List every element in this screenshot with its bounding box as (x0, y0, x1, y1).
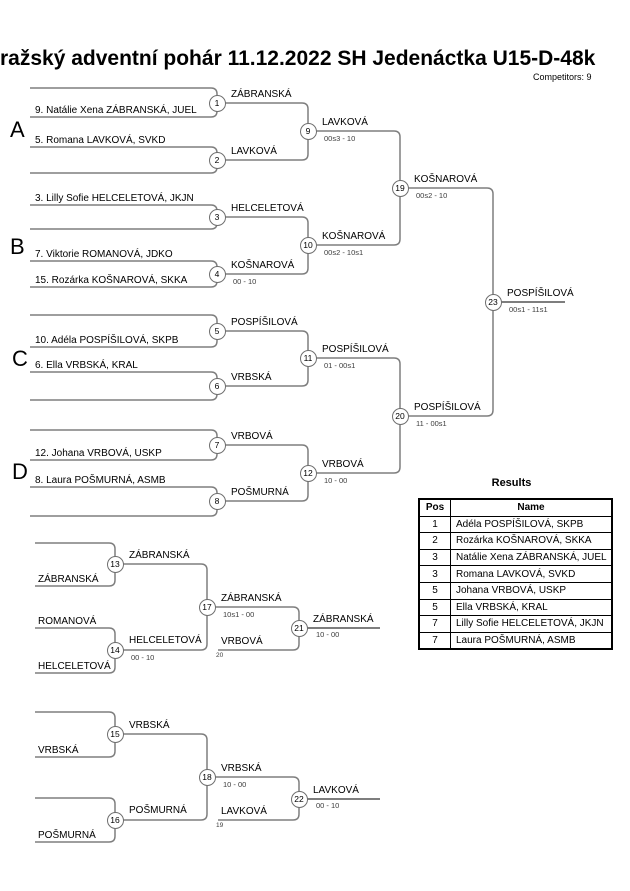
match-circle-21: 21 (291, 620, 308, 637)
results-row (419, 549, 612, 566)
line-m8-bottom (30, 501, 217, 516)
winner-m11: POSPÍŠILOVÁ (322, 344, 389, 355)
result-name: Rozárka KOŠNAROVÁ, SKKA (451, 533, 613, 550)
line-w7 (225, 445, 308, 473)
results-row (419, 632, 612, 649)
results-row (419, 599, 612, 616)
score-m18: 10 - 00 (223, 780, 247, 789)
score-m20: 11 - 00s1 (416, 419, 447, 428)
result-name: Johana VRBOVÁ, USKP (451, 582, 613, 599)
seed-posmurna: 8. Laura POŠMURNÁ, ASMB (35, 475, 166, 486)
match-circle-18: 18 (199, 769, 216, 786)
result-pos: 5 (419, 582, 451, 599)
winner-m21: ZÁBRANSKÁ (313, 614, 374, 625)
results-col-pos: Pos (419, 499, 451, 516)
winner-m10: KOŠNAROVÁ (322, 231, 386, 242)
seed-kosnarova: 15. Rozárka KOŠNAROVÁ, SKKA (35, 275, 188, 286)
seed-zabranska: 9. Natálie Xena ZÁBRANSKÁ, JUEL (35, 105, 197, 116)
match-circle-20: 20 (392, 408, 409, 425)
winner-m17: ZÁBRANSKÁ (221, 593, 282, 604)
match-circle-3: 3 (209, 209, 226, 226)
winner-m12: VRBOVÁ (322, 459, 364, 470)
group-label-d: D (12, 459, 28, 484)
winner-m9: LAVKOVÁ (322, 117, 368, 128)
seed-pospisilova: 10. Adéla POSPÍŠILOVÁ, SKPB (35, 335, 179, 346)
winner-m22: LAVKOVÁ (313, 785, 359, 796)
match-circle-9: 9 (300, 123, 317, 140)
results-row (419, 566, 612, 583)
cons-feed-ref-20: 20 (216, 652, 224, 659)
line-w19 (408, 188, 493, 302)
winner-m15: VRBSKÁ (129, 720, 170, 731)
line-w20 (408, 302, 493, 416)
cons-entry-posmurna: POŠMURNÁ (38, 830, 96, 841)
result-name: Adéla POSPÍŠILOVÁ, SKPB (451, 516, 613, 533)
results-title: Results (491, 477, 532, 489)
cons-feed-lavkova: LAVKOVÁ (221, 806, 267, 817)
score-m11: 01 - 00s1 (324, 361, 356, 370)
result-pos: 1 (419, 516, 451, 533)
line-w13 (123, 564, 207, 607)
line-m4-top (30, 261, 217, 274)
result-name: Lilly Sofie HELCELETOVÁ, JKJN (451, 616, 613, 633)
match-circle-12: 12 (300, 465, 317, 482)
winner-m18: VRBSKÁ (221, 763, 262, 774)
match-circle-23: 23 (485, 294, 502, 311)
results-row (419, 516, 612, 533)
line-m5-top (30, 315, 217, 331)
score-m4: 00 - 10 (233, 277, 257, 286)
line-m14-top (35, 628, 115, 650)
group-label-b: B (10, 234, 25, 259)
match-circle-2: 2 (209, 152, 226, 169)
match-circle-7: 7 (209, 437, 226, 454)
results-table (418, 498, 613, 650)
match-circle-10: 10 (300, 237, 317, 254)
line-w3 (225, 217, 308, 245)
results-row (419, 616, 612, 633)
result-pos: 3 (419, 566, 451, 583)
line-w5 (225, 331, 308, 358)
line-m6-bottom (30, 386, 217, 400)
line-m15-top (35, 712, 115, 734)
results-row (419, 582, 612, 599)
result-pos: 7 (419, 632, 451, 649)
winner-m5: POSPÍŠILOVÁ (231, 317, 298, 328)
winner-m8: POŠMURNÁ (231, 487, 289, 498)
match-circle-5: 5 (209, 323, 226, 340)
cons-entry-vrbska: VRBSKÁ (38, 745, 79, 756)
result-pos: 5 (419, 599, 451, 616)
line-m2-bottom (30, 160, 217, 173)
score-m22: 00 - 10 (316, 801, 340, 810)
score-m10: 00s2 - 10s1 (324, 248, 364, 257)
score-m9: 00s3 - 10 (324, 134, 356, 143)
line-m8-top (30, 487, 217, 501)
seed-romanova: 7. Viktorie ROMANOVÁ, JDKO (35, 249, 173, 260)
result-pos: 2 (419, 533, 451, 550)
group-label-a: A (10, 117, 25, 142)
score-m19: 00s2 - 10 (416, 191, 448, 200)
match-circle-22: 22 (291, 791, 308, 808)
competitors-count: Competitors: 9 (533, 72, 592, 82)
results-col-name: Name (451, 499, 613, 516)
score-m14: 00 - 10 (131, 653, 155, 662)
winner-m13: ZÁBRANSKÁ (129, 550, 190, 561)
score-m12: 10 - 00 (324, 476, 348, 485)
result-name: Laura POŠMURNÁ, ASMB (451, 632, 613, 649)
result-name: Natálie Xena ZÁBRANSKÁ, JUEL (451, 549, 613, 566)
winner-m16: POŠMURNÁ (129, 805, 187, 816)
cons-feed-vrbova: VRBOVÁ (221, 636, 263, 647)
match-circle-11: 11 (300, 350, 317, 367)
result-pos: 3 (419, 549, 451, 566)
winner-m23: POSPÍŠILOVÁ (507, 288, 574, 299)
cons-feed-ref-19: 19 (216, 822, 224, 829)
line-m3-top (30, 205, 217, 217)
page-title: ražský adventní pohár 11.12.2022 SH Jedenáctka U15-D-48k (0, 47, 596, 70)
result-name: Romana LAVKOVÁ, SVKD (451, 566, 613, 583)
winner-m3: HELCELETOVÁ (231, 203, 304, 214)
line-m6-top (30, 372, 217, 386)
score-m21: 10 - 00 (316, 630, 340, 639)
line-m2-top (30, 147, 217, 160)
result-pos: 7 (419, 616, 451, 633)
line-w1 (225, 103, 308, 131)
winner-m4: KOŠNAROVÁ (231, 260, 295, 271)
match-circle-6: 6 (209, 378, 226, 395)
line-m3-bottom (30, 217, 217, 229)
line-m1-top (30, 88, 217, 103)
score-m17: 10s1 - 00 (223, 610, 255, 619)
seed-lavkova: 5. Romana LAVKOVÁ, SVKD (35, 135, 166, 146)
line-w15 (123, 734, 207, 777)
winner-m7: VRBOVÁ (231, 431, 273, 442)
match-circle-4: 4 (209, 266, 226, 283)
result-name: Ella VRBSKÁ, KRAL (451, 599, 613, 616)
line-m7-top (30, 430, 217, 445)
group-label-c: C (12, 346, 28, 371)
results-row (419, 533, 612, 550)
seed-vrbska: 6. Ella VRBSKÁ, KRAL (35, 360, 138, 371)
cons-entry-helceletova: HELCELETOVÁ (38, 661, 111, 672)
score-m23: 00s1 - 11s1 (509, 305, 548, 314)
seed-vrbova: 12. Johana VRBOVÁ, USKP (35, 448, 162, 459)
match-circle-14: 14 (107, 642, 124, 659)
winner-m20: POSPÍŠILOVÁ (414, 402, 481, 413)
cons-entry-zabranska: ZÁBRANSKÁ (38, 574, 99, 585)
cons-entry-romanova: ROMANOVÁ (38, 616, 97, 627)
match-circle-13: 13 (107, 556, 124, 573)
winner-m6: VRBSKÁ (231, 372, 272, 383)
match-circle-16: 16 (107, 812, 124, 829)
winner-m14: HELCELETOVÁ (129, 635, 202, 646)
winner-m19: KOŠNAROVÁ (414, 174, 478, 185)
line-m16-top (35, 798, 115, 820)
results-header-row (419, 499, 612, 516)
winner-m2: LAVKOVÁ (231, 146, 277, 157)
match-circle-8: 8 (209, 493, 226, 510)
match-circle-19: 19 (392, 180, 409, 197)
match-circle-17: 17 (199, 599, 216, 616)
seed-helceletova: 3. Lilly Sofie HELCELETOVÁ, JKJN (35, 193, 194, 204)
match-circle-15: 15 (107, 726, 124, 743)
winner-m1: ZÁBRANSKÁ (231, 89, 292, 100)
line-m13-top (35, 543, 115, 564)
match-circle-1: 1 (209, 95, 226, 112)
